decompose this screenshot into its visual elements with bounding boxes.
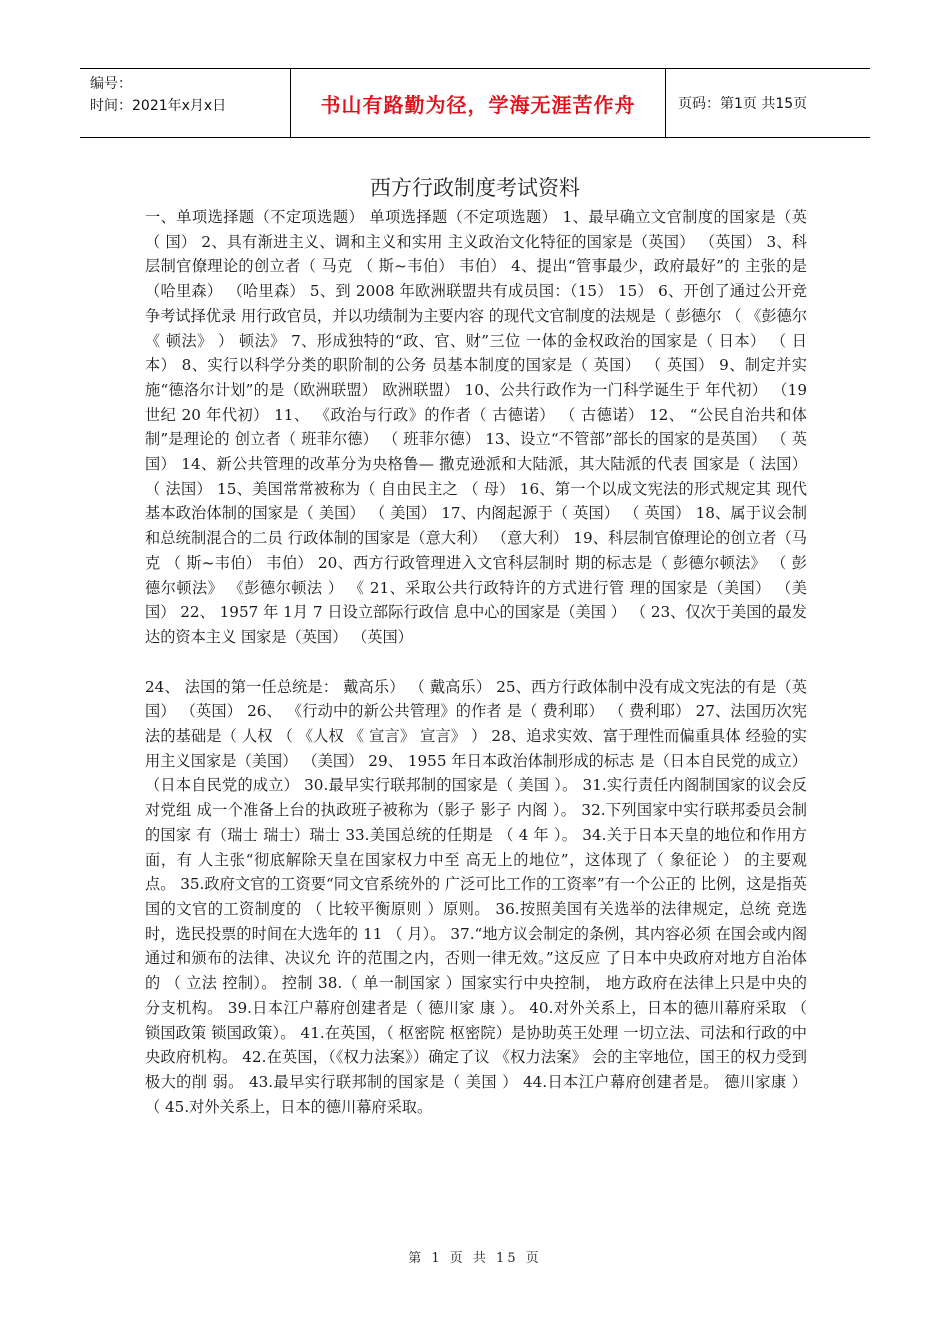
header-page-info: 页码：第1页 共15页: [678, 96, 808, 112]
page-footer: 第 1 页 共 15 页: [408, 1251, 542, 1266]
body-paragraph-1: 一、单项选择题（不定项选题） 单项选择题（不定项选题） 1、最早确立文官制度的国家是（英 （ 国） 2、具有渐进主义、调和主义和实用 主义政治文化特征的国家是（英国） （英国） 3、科层制官僚理论的创立者（ 马克 （ 斯~韦伯） 韦伯） 4、提出“管事最少，政府最好”的 主张的是（哈里森） （哈里森） 5、到 2008 年欧洲联盟共有成员国：（15） 15） 6、开创了通过公开竞争考试择优录 用行政官员，并以功绩制为主要内容 的现代文官制度的法规是（ 彭德尔 （ 《彭德尔 《 顿法》 ） 顿法》 7、形成独特的“政、官、财”三位 一体的金权政治的国家是（ 日本） （ 日本） 8、实行以科学分类的职阶制的公务 员基本制度的国家是（ 英国） （ 英国） 9、制定并实施“德洛尔计划”的是（欧洲联盟） 欧洲联盟） 10、公共行政作为一门科学诞生于 年代初） （19 世纪 20 年代初） 11、 《政治与行政》的作者（ 古德诺） （ 古德诺） 12、 “公民自治共和体制”是理论的 创立者（ 班菲尔德） （ 班菲尔德） 13、设立“不管部”部长的国家的是英国） （ 英国） 14、新公共管理的改革分为央格鲁— 撒克逊派和大陆派，其大陆派的代表 国家是（ 法国） （ 法国） 15、美国常常被称为（ 自由民主之 （ 母） 16、第一个以成文宪法的形式规定其 现代基本政治体制的国家是（ 美国） （ 美国） 17、内阁起源于（ 英国） （ 英国） 18、属于议会制和总统制混合的二员 行政体制的国家是（意大利） （意大利） 19、科层制官僚理论的创立者（马克 （ 斯~韦伯） 韦伯） 20、西方行政管理进入文官科层制时 期的标志是（ 彭德尔顿法》 （ 彭德尔顿法》 《彭德尔顿法 ） 《 21、采取公共行政特许的方式进行管 理的国家是（美国） （美国） 22、 1957 年 1月 7 日设立部际行政信 息中心的国家是（美国 ） （ 23、仅次于美国的最发达的资本主义 国家是（英国） （英国）: [145, 208, 808, 646]
document-number-label: 编号：: [90, 76, 132, 92]
document-body: [145, 205, 807, 1119]
header-motto: 书山有路勤为径，学海无涯苦作舟: [290, 69, 666, 137]
body-paragraph-2: 24、 法国的第一任总统是： 戴高乐） （ 戴高乐） 25、西方行政体制中没有成文宪法的有是（英国） （英国） 26、 《行动中的新公共管理》的作者 是（ 费利耶） （ 费利耶） 27、法国历次宪法的基础是（ 人权 （ 《人权 《 宣言》 宣言》 ） 28、追求实效、富于理性而偏重具体 经验的实用主义国家是（美国） （美国） 29、 1955 年日本政治体制形成的标志 是（日本自民党的成立） （日本自民党的成立） 30.最早实行联邦制的国家是（ 美国 ）。 31.实行责任内阁制国家的议会反对党组 成一个准备上台的执政班子被称为（影子 影子 内阁 ）。 32.下列国家中实行联邦委员会制的国家 有（瑞士 瑞士）瑞士 33.美国总统的任期是 （ 4 年 ）。 34.关于日本天皇的地位和作用方面，有 人主张“彻底解除天皇在国家权力中至 高无上的地位”，这体现了（ 象征论 ） 的主要观点。 35.政府文官的工资要“同文官系统外的 广泛可比工作的工资率”有一个公正的 比例，这是指英国的文官的工资制度的 （ 比较平衡原则 ）原则。 36.按照美国有关选举的法律规定，总统 竞选时，选民投票的时间在大选年的 11 （ 月）。 37.“地方议会制定的条例，其内容必须 在国会或内阁通过和颁布的法律、决议允 许的范围之内，否则一律无效。”这反应 了日本中央政府对地方自治体的 （ 立法 控制）。 控制 38.（ 单一制国家 ）国家实行中央控制， 地方政府在法律上只是中央的分支机构。 39.日本江户幕府创建者是（ 德川家 康 ）。 40.对外关系上，日本的德川幕府采取 （ 锁国政策 锁国政策）。 41.在英国，（ 枢密院 枢密院）是协助英王处理 一切立法、司法和行政的中央政府机构。 42.在英国，（《权力法案》）确定了议 《权力法案》 会的主宰地位，国王的权力受到极大的削 弱。 43.最早实行联邦制的国家是（ 美国 ） 44.日本江户幕府创建者是。 德川家康 ） （ 45.对外关系上，日本的德川幕府采取。: [145, 677, 808, 1116]
document-time-label: 时间：2021年x月x日: [90, 98, 227, 114]
header-meta: [80, 69, 290, 137]
page-header: [80, 68, 870, 138]
document-title: 西方行政制度考试资料: [370, 176, 580, 200]
